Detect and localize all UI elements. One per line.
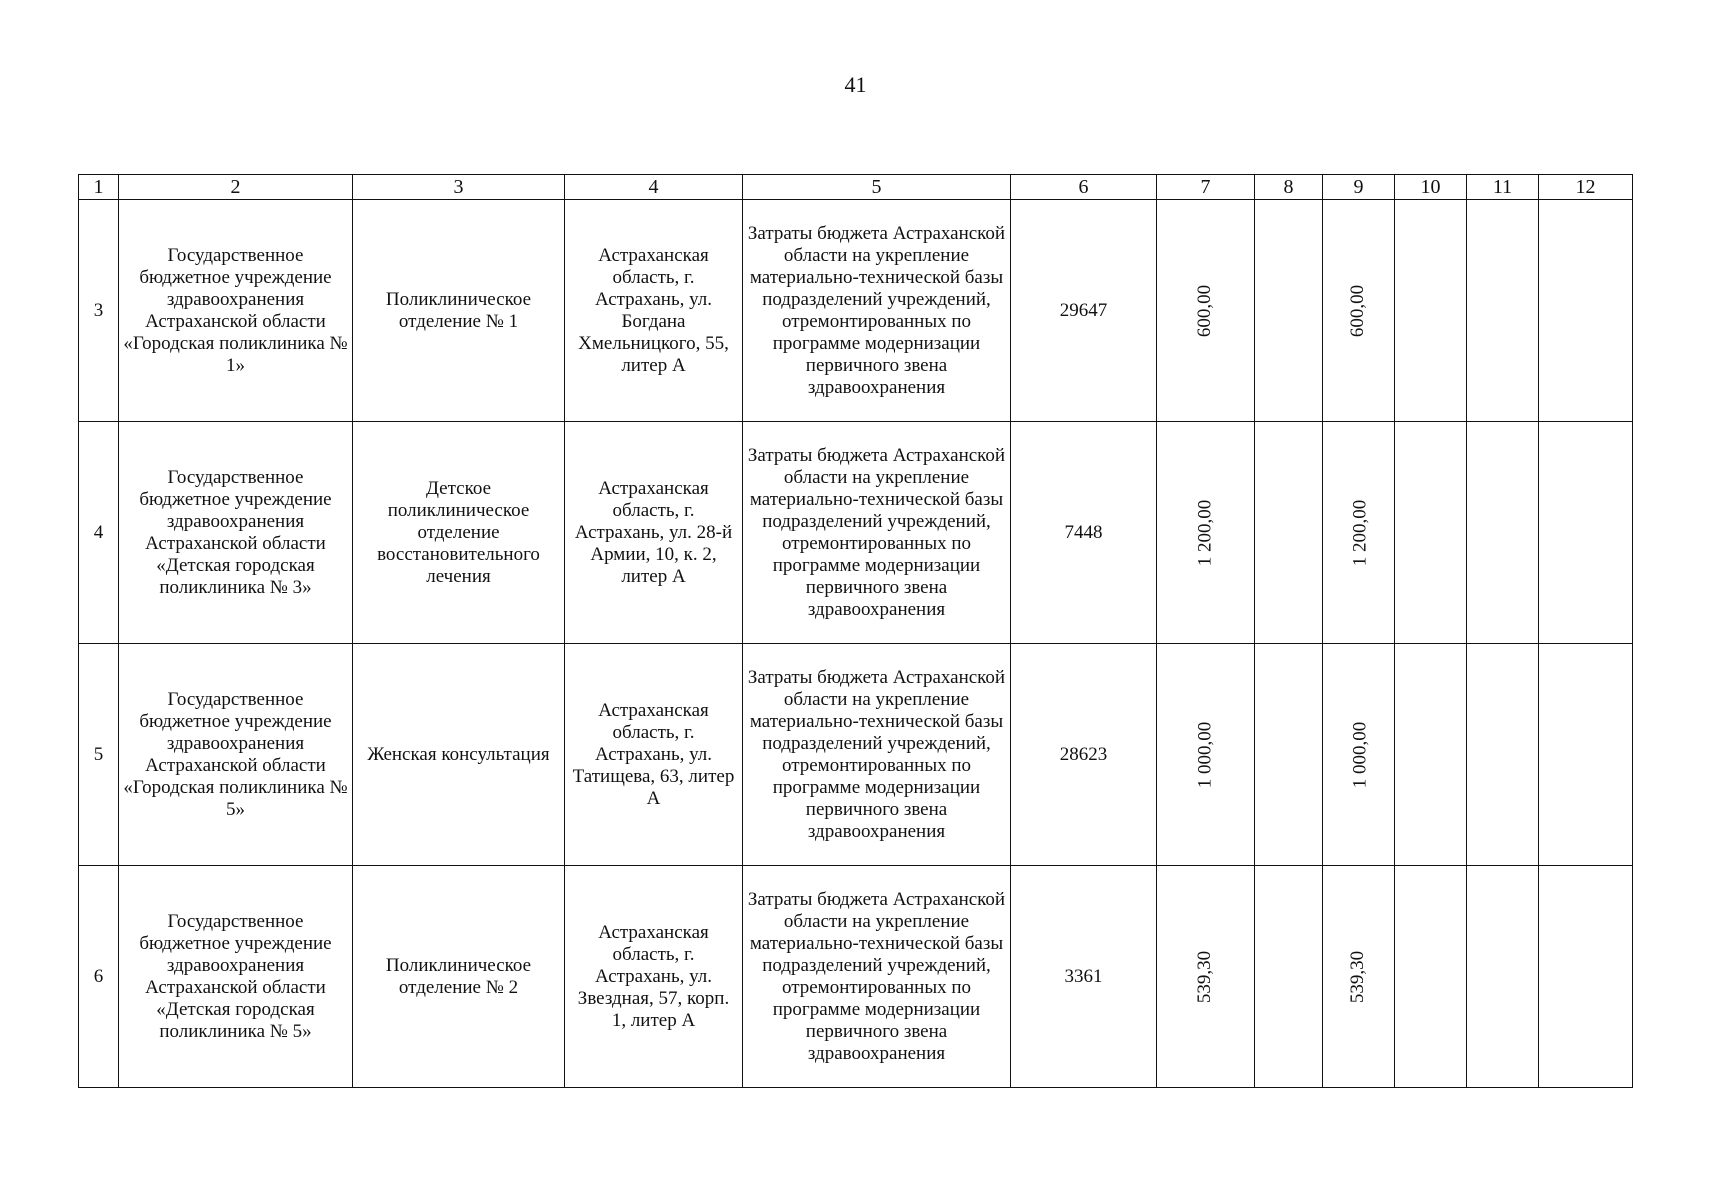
unit-cell: Поликлиническое отделение № 2 xyxy=(353,866,565,1088)
col7-cell xyxy=(1157,644,1255,866)
col7-value: 1 000,00 xyxy=(1194,721,1216,788)
unit-cell: Детское поликлиническое отделение восстановительного лечения xyxy=(353,422,565,644)
column-header: 4 xyxy=(565,175,743,200)
row-number: 4 xyxy=(79,422,119,644)
col8-cell xyxy=(1255,422,1323,644)
col8-cell xyxy=(1255,866,1323,1088)
col9-value: 539,30 xyxy=(1347,950,1369,1003)
col8-cell xyxy=(1255,644,1323,866)
col6-cell: 28623 xyxy=(1011,644,1157,866)
col12-cell xyxy=(1539,866,1633,1088)
column-header: 7 xyxy=(1157,175,1255,200)
col9-cell xyxy=(1323,866,1395,1088)
data-table xyxy=(78,174,1633,1088)
table-row xyxy=(79,866,1633,1088)
description-cell: Затраты бюджета Астраханской области на укрепление материально-технической базы подразделений учреждений, отремонтированных по программе модернизации первичного звена здравоохранения xyxy=(743,866,1011,1088)
table-row xyxy=(79,422,1633,644)
col9-value: 1 200,00 xyxy=(1349,499,1371,566)
header-row xyxy=(79,175,1633,200)
address-cell: Астраханская область, г. Астрахань, ул. Звездная, 57, корп. 1, литер А xyxy=(565,866,743,1088)
col8-cell xyxy=(1255,200,1323,422)
row-number: 5 xyxy=(79,644,119,866)
col7-value: 1 200,00 xyxy=(1194,499,1216,566)
institution-cell: Государственное бюджетное учреждение здравоохранения Астраханской области «Городская поликлиника № 5» xyxy=(119,644,353,866)
col7-cell xyxy=(1157,200,1255,422)
row-number: 3 xyxy=(79,200,119,422)
col9-cell xyxy=(1323,422,1395,644)
description-cell: Затраты бюджета Астраханской области на укрепление материально-технической базы подразделений учреждений, отремонтированных по программе модернизации первичного звена здравоохранения xyxy=(743,644,1011,866)
col9-value: 1 000,00 xyxy=(1349,721,1371,788)
column-header: 8 xyxy=(1255,175,1323,200)
institution-cell: Государственное бюджетное учреждение здравоохранения Астраханской области «Городская поликлиника № 1» xyxy=(119,200,353,422)
col11-cell xyxy=(1467,422,1539,644)
col9-cell xyxy=(1323,644,1395,866)
column-header: 12 xyxy=(1539,175,1633,200)
col7-value: 600,00 xyxy=(1194,284,1216,337)
col6-cell: 29647 xyxy=(1011,200,1157,422)
col6-cell: 3361 xyxy=(1011,866,1157,1088)
col10-cell xyxy=(1395,644,1467,866)
col6-cell: 7448 xyxy=(1011,422,1157,644)
unit-cell: Женская консультация xyxy=(353,644,565,866)
col7-value: 539,30 xyxy=(1194,950,1216,1003)
col9-cell xyxy=(1323,200,1395,422)
col7-cell xyxy=(1157,422,1255,644)
col11-cell xyxy=(1467,200,1539,422)
column-header: 1 xyxy=(79,175,119,200)
column-header: 9 xyxy=(1323,175,1395,200)
column-header: 6 xyxy=(1011,175,1157,200)
col12-cell xyxy=(1539,200,1633,422)
col10-cell xyxy=(1395,422,1467,644)
column-header: 11 xyxy=(1467,175,1539,200)
institution-cell: Государственное бюджетное учреждение здравоохранения Астраханской области «Детская городская поликлиника № 5» xyxy=(119,866,353,1088)
column-header: 10 xyxy=(1395,175,1467,200)
description-cell: Затраты бюджета Астраханской области на укрепление материально-технической базы подразделений учреждений, отремонтированных по программе модернизации первичного звена здравоохранения xyxy=(743,422,1011,644)
col12-cell xyxy=(1539,422,1633,644)
address-cell: Астраханская область, г. Астрахань, ул. Татищева, 63, литер А xyxy=(565,644,743,866)
column-header: 3 xyxy=(353,175,565,200)
page-number: 41 xyxy=(844,72,867,97)
column-header: 2 xyxy=(119,175,353,200)
col9-value: 600,00 xyxy=(1347,284,1369,337)
row-number: 6 xyxy=(79,866,119,1088)
table-row xyxy=(79,200,1633,422)
table-row xyxy=(79,644,1633,866)
column-header: 5 xyxy=(743,175,1011,200)
col12-cell xyxy=(1539,644,1633,866)
col10-cell xyxy=(1395,866,1467,1088)
address-cell: Астраханская область, г. Астрахань, ул. Богдана Хмельницкого, 55, литер А xyxy=(565,200,743,422)
col11-cell xyxy=(1467,866,1539,1088)
institution-cell: Государственное бюджетное учреждение здравоохранения Астраханской области «Детская городская поликлиника № 3» xyxy=(119,422,353,644)
description-cell: Затраты бюджета Астраханской области на укрепление материально-технической базы подразделений учреждений, отремонтированных по программе модернизации первичного звена здравоохранения xyxy=(743,200,1011,422)
unit-cell: Поликлиническое отделение № 1 xyxy=(353,200,565,422)
col7-cell xyxy=(1157,866,1255,1088)
col11-cell xyxy=(1467,644,1539,866)
col10-cell xyxy=(1395,200,1467,422)
address-cell: Астраханская область, г. Астрахань, ул. 28-й Армии, 10, к. 2, литер А xyxy=(565,422,743,644)
